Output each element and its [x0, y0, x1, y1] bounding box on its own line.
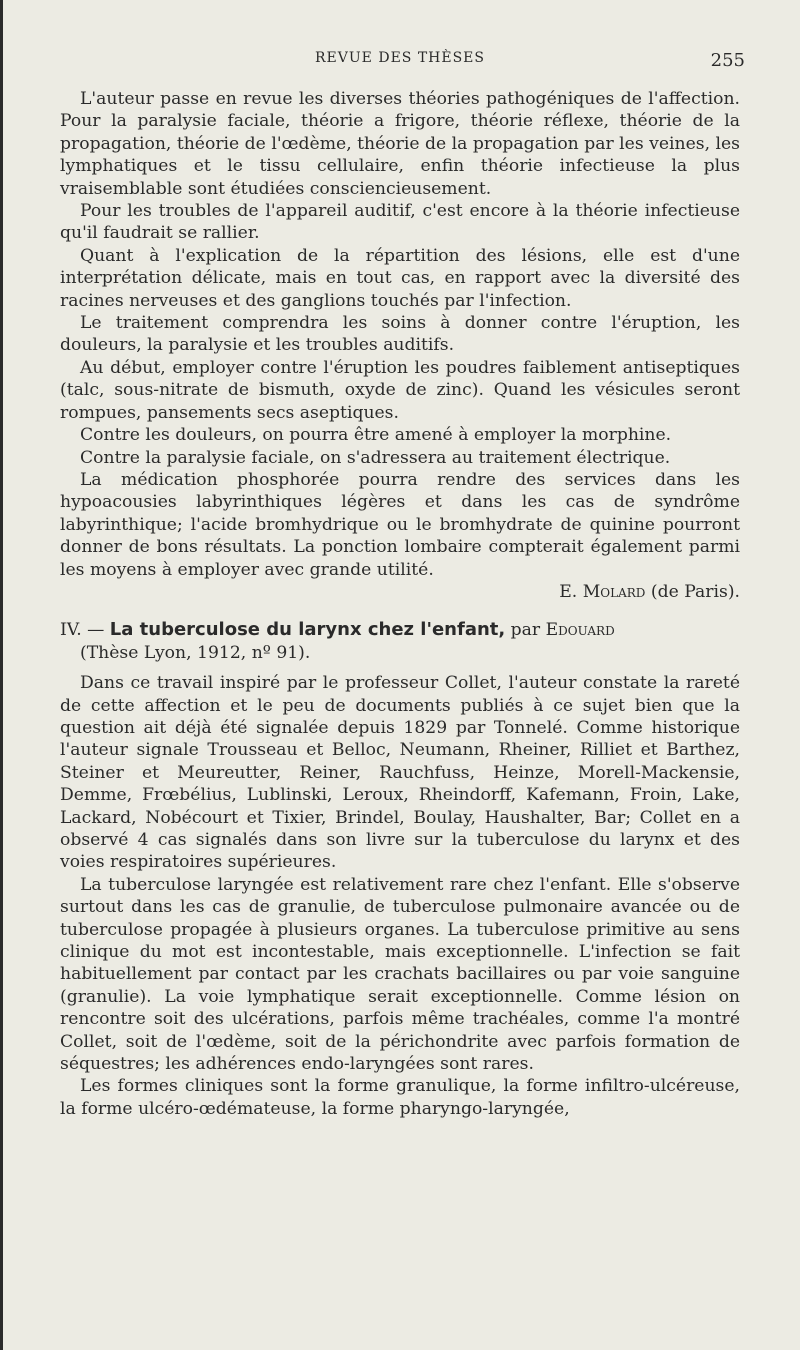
paragraph: Pour les troubles de l'appareil auditif, c'est encore à la théorie infectieuse qu'il faudrait se rallier.	[60, 201, 740, 244]
heading-gap	[60, 664, 740, 672]
paragraph: Au début, employer contre l'éruption les poudres faiblement antiseptiques (talc, sous-nitrate de bismuth, oxyde de zinc). Quand les vésicules seront rompues, pansements secs aseptiques.	[60, 357, 740, 423]
article-number: IV. —	[60, 620, 110, 641]
signature	[60, 581, 740, 603]
running-title: REVUE DES THÈSES	[315, 50, 485, 66]
article-title: La tuberculose du larynx chez l'enfant,	[109, 619, 506, 641]
paragraph: Les formes cliniques sont la forme granulique, la forme infiltro-ulcéreuse, la forme ulcéro-œdémateuse, la forme pharyngo-laryngée,	[60, 1076, 740, 1119]
page-binding-edge	[0, 0, 3, 1350]
signature-place: (de Paris).	[650, 581, 740, 602]
signature-name: Molard	[582, 581, 646, 602]
section-gap	[60, 603, 740, 619]
body-text	[60, 88, 740, 1120]
page-number: 255	[710, 50, 745, 71]
article-citation: (Thèse Lyon, 1912, nº 91).	[80, 642, 311, 663]
paragraph: Le traitement comprendra les soins à donner contre l'éruption, les douleurs, la paralysie et les troubles auditifs.	[60, 313, 740, 356]
paragraph: Quant à l'explication de la répartition des lésions, elle est d'une interprétation délicate, mais en tout cas, en rapport avec la diversité des racines nerveuses et des ganglions touchés par l'infection.	[60, 245, 740, 311]
paragraph: La tuberculose laryngée est relativement rare chez l'enfant. Elle s'observe surtout dans les cas de granulie, de tuberculose pulmonaire avancée ou de tuberculose propagée à plusieurs organes. La tuberculose primitive au sens clinique du mot est incontestable, mais exceptionnelle. L'infection se fait habituellement par contact par les crachats bacillaires ou par voie sanguine (granulie). La voie lymphatique serait exceptionnelle. Comme lésion on rencontre soit des ulcérations, parfois même trachéales, comme l'a montré Collet, soit de l'œdème, soit de la périchondrite avec parfois formation de séquestres; les adhérences endo-laryngées sont rares.	[60, 874, 740, 1075]
paragraph: La médication phosphorée pourra rendre des services dans les hypoacousies labyrinthiques légères et dans les cas de syndrôme labyrinthique; l'acide bromhydrique ou le bromhydrate de quinine pourront donner de bons résultats. La ponction lombaire compterait également parmi les moyens à employer avec grande utilité.	[60, 469, 740, 580]
article-heading	[60, 619, 740, 664]
article-author: Edouard	[545, 620, 615, 641]
paragraph: L'auteur passe en revue les diverses théories pathogéniques de l'affection. Pour la paralysie faciale, théorie a frigore, théorie réflexe, théorie de la propagation, théorie de l'œdème, théorie de la propagation par les veines, les lymphatiques et le tissu cellulaire, enfin théorie infectieuse la plus vraisemblable sont étudiées consciencieusement.	[60, 89, 740, 199]
paragraph: Dans ce travail inspiré par le professeur Collet, l'auteur constate la rareté de cette affection et le peu de documents publiés à ce sujet bien que la question ait déjà été signalée depuis 1829 par Tonnelé. Comme historique l'auteur signale Trousseau et Belloc, Neumann, Rheiner, Rilliet et Barthez, Steiner et Meureutter, Reiner, Rauchfuss, Heinze, Morell-Mackensie, Demme, Frœbélius, Lublinski, Leroux, Rheindorff, Kafemann, Froin, Lake, Lackard, Nobécourt et Tixier, Brindel, Boulay, Haushalter, Bar; Collet en a observé 4 cas signalés dans son livre sur la tuberculose du larynx et des voies respiratoires supérieures.	[60, 673, 740, 873]
running-head	[60, 50, 745, 74]
signature-initial: E.	[559, 581, 578, 602]
paragraph: Contre la paralysie faciale, on s'adressera au traitement électrique.	[80, 447, 671, 468]
document-page	[60, 50, 745, 1120]
article-by: par	[505, 620, 546, 641]
paragraph: Contre les douleurs, on pourra être amené à employer la morphine.	[80, 425, 672, 446]
